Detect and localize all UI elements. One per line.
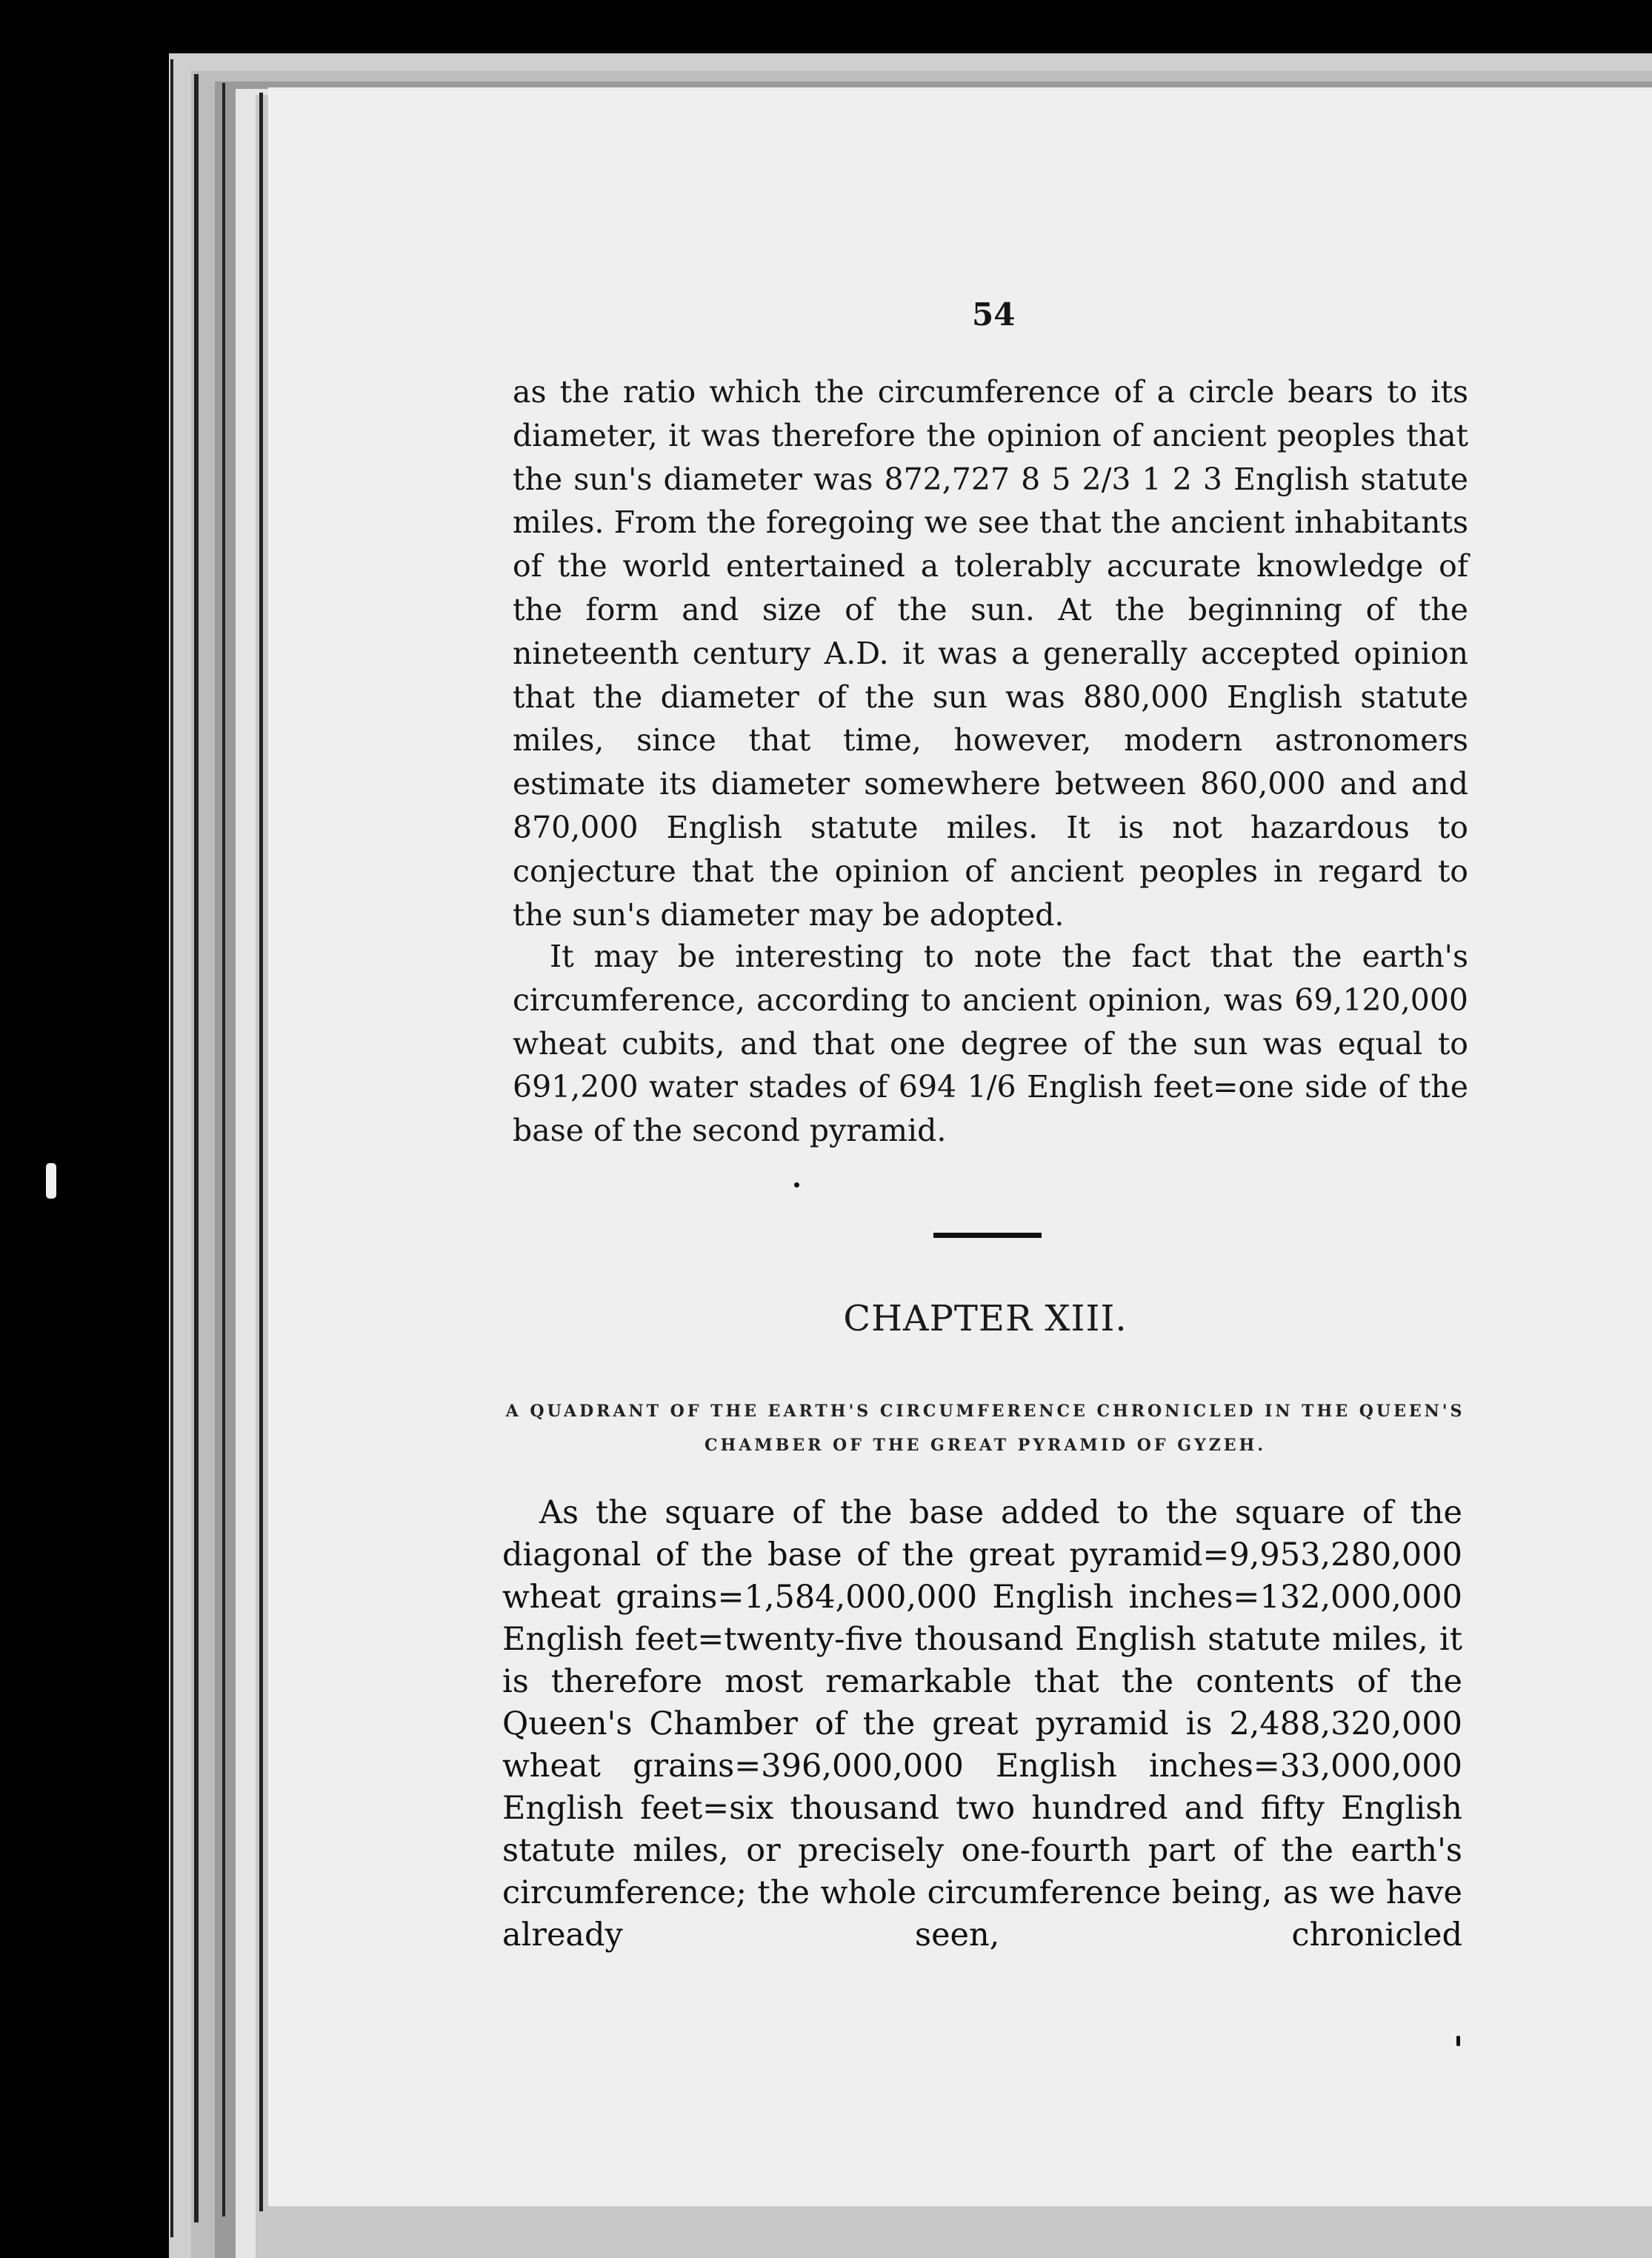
section-divider [933, 1233, 1042, 1238]
page-edge-line [259, 93, 263, 2211]
page-number: 54 [972, 296, 1016, 333]
page-edge-line [222, 83, 225, 2217]
chapter-subtitle: A QUADRANT OF THE EARTH'S CIRCUMFERENCE CHRONICLED IN THE QUEEN'S CHAMBER OF THE GREAT PYRAMID OF GYZEH. [505, 1402, 1465, 1455]
ink-speck [1456, 2036, 1460, 2046]
body-paragraph: It may be interesting to note the fact that the earth's circumference, according to ancient opinion, was 69,120,000 wheat cubits, and that one degree of the sun was equal to 691,200 water stades of 694 1/6 English feet=one side of the base of the second pyramid. [513, 939, 1468, 1149]
ink-speck [46, 1163, 56, 1199]
page-edge-line [194, 74, 199, 2222]
ink-speck [794, 1182, 799, 1188]
page-edge-line [170, 59, 173, 2237]
chapter-heading: CHAPTER XIII. [843, 1298, 1128, 1339]
chapter-paragraph: As the square of the base added to the square of the diagonal of the base of the great pyramid=9,953,280,000 wheat grains=1,584,000,000 English inches=132,000,000 English feet=twenty-five thousand English statute miles, it is therefore most remarkable that the contents of the Queen's Chamber of the great pyramid is 2,488,320,000 wheat grains=396,000,000 English inches=33,000,000 English feet=six thousand two hundred and fifty English statute miles, or precisely one-fourth part of the earth's circumference; the whole circumference being, as we have already seen, chronicled [502, 1494, 1462, 1954]
body-paragraph: as the ratio which the circumference of a circle bears to its diameter, it was therefore the opinion of ancient peoples that the sun's diameter was 872,727 8 5 2/3 1 2 3 English statute miles. From the foregoing we see that the ancient inhabitants of the world entertained a tolerably accurate knowledge of the form and size of the sun. At the beginning of the nineteenth century A.D. it was a generally accepted opinion that the diameter of the sun was 880,000 English statute miles, since that time, however, modern astronomers estimate its diameter somewhere between 860,000 and and 870,000 English statute miles. It is not hazardous to conjecture that the opinion of ancient peoples in regard to the sun's diameter may be adopted. [513, 374, 1468, 933]
